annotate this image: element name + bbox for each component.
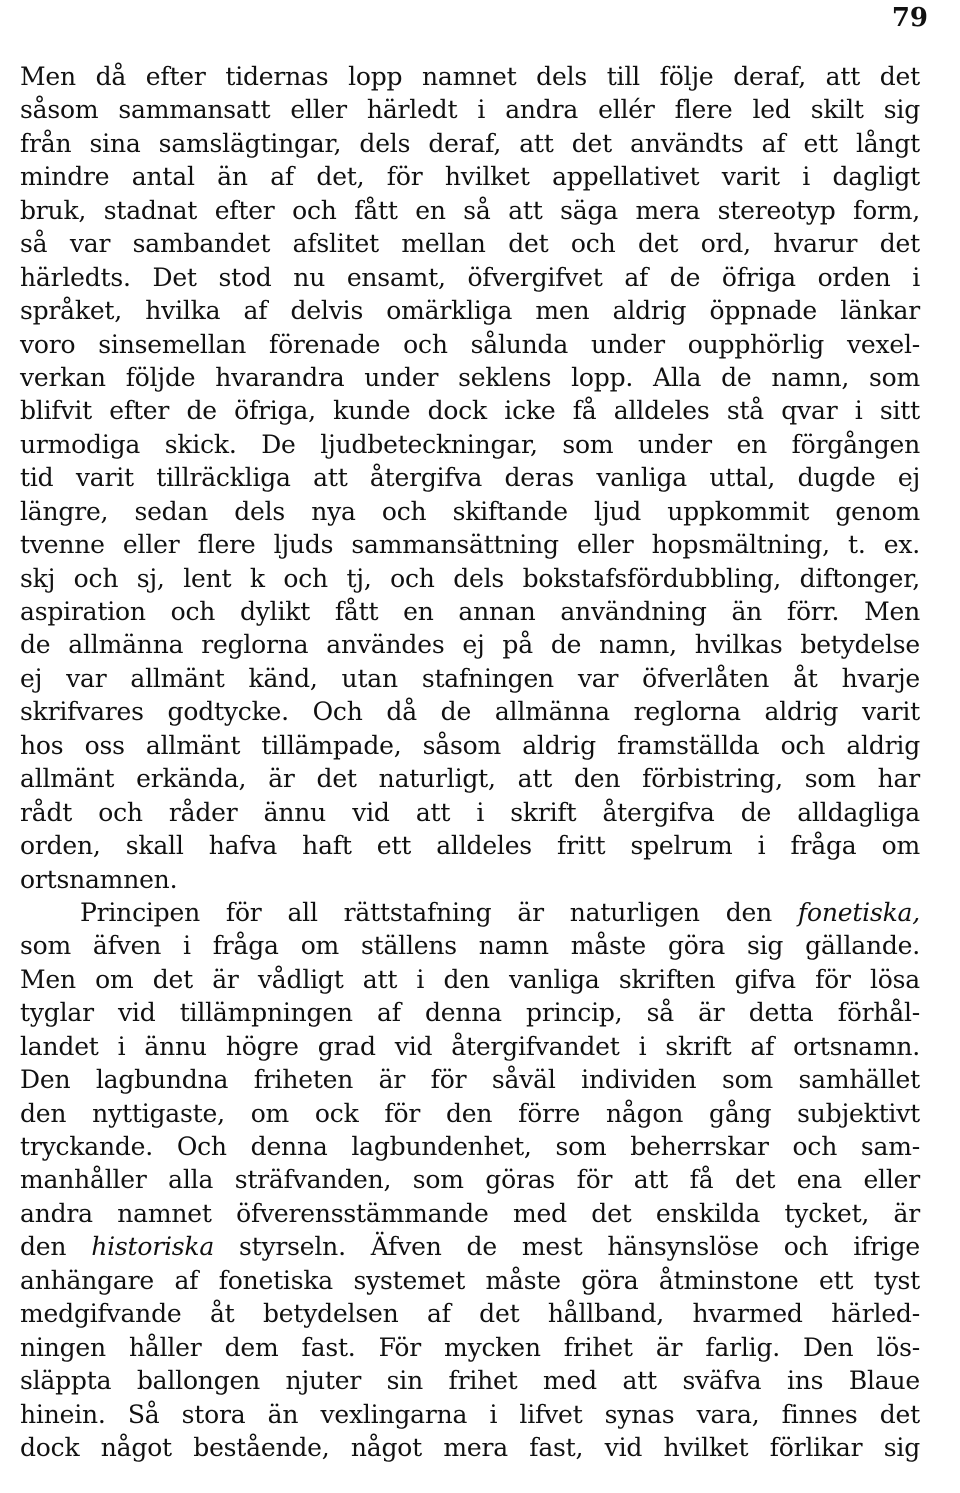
text-segment: släppta ballongen njuter sin frihet med att sväfva ins Blaue <box>20 1366 920 1396</box>
text-segment: orden, skall hafva haft ett alldeles fritt spelrum i fråga om <box>20 831 920 861</box>
text-segment: den nyttigaste, om ock för den förre någon gång subjektivt <box>20 1098 920 1128</box>
text-line <box>20 1331 920 1364</box>
text-segment: urmodiga skick. De ljudbeteckningar, som under en förgången <box>20 429 920 459</box>
text-segment: mindre antal än af det, för hvilket appellativet varit i dagligt <box>20 162 920 192</box>
text-segment: de allmänna reglorna användes ej på de namn, hvilkas betydelse <box>20 630 920 660</box>
text-segment: så var sambandet afslitet mellan det och det ord, hvarur det <box>20 229 920 259</box>
text-segment: dock något bestående, något mera fast, vid hvilket förlikar sig <box>20 1432 920 1462</box>
text-line <box>20 628 920 661</box>
text-line <box>20 1197 920 1230</box>
text-segment: landet i ännu högre grad vid återgifvandet i skrift af ortsnamn. <box>20 1031 920 1061</box>
text-line <box>20 528 920 561</box>
text-line <box>20 863 920 896</box>
text-segment: hos oss allmänt tillämpade, såsom aldrig framställda och aldrig <box>20 730 920 760</box>
text-segment: bruk, stadnat efter och fått en så att säga mera stereotyp form, <box>20 195 920 225</box>
text-line <box>20 428 920 461</box>
text-segment: andra namnet öfverensstämmande med det enskilda tycket, är <box>20 1198 920 1228</box>
text-segment: längre, sedan dels nya och skiftande ljud uppkommit genom <box>20 496 920 526</box>
text-line <box>20 562 920 595</box>
text-line <box>20 1364 920 1397</box>
text-segment: från sina samslägtingar, dels deraf, att det användts af ett långt <box>20 128 920 158</box>
text-segment: tvenne eller flere ljuds sammansättning eller hopsmältning, t. ex. <box>20 530 920 560</box>
text-line <box>20 1163 920 1196</box>
text-line <box>20 261 920 294</box>
text-segment: Den lagbundna friheten är för såväl individen som samhället <box>20 1065 920 1095</box>
text-line <box>20 328 920 361</box>
text-segment: tryckande. Och denna lagbundenhet, som beherrskar och sam- <box>20 1132 920 1161</box>
text-line <box>20 1398 920 1431</box>
text-line <box>20 829 920 862</box>
page-number: 79 <box>891 3 928 33</box>
text-segment: allmänt erkända, är det naturligt, att den förbistring, som har <box>20 764 920 794</box>
text-line <box>20 1097 920 1130</box>
text-segment: den <box>20 1232 92 1262</box>
italic-word: historiska <box>91 1232 215 1262</box>
text-segment: såsom sammansatt eller härledt i andra ellér flere led skilt sig <box>20 95 920 125</box>
text-line <box>20 1230 920 1263</box>
text-line <box>20 729 920 762</box>
italic-word: fonetiska, <box>797 897 920 927</box>
text-segment: Men om det är vådligt att i den vanliga skriften gifva för lösa <box>20 964 920 994</box>
text-segment: ej var allmänt känd, utan stafningen var öfverlåten åt hvarje <box>20 663 920 693</box>
text-segment: aspiration och dylikt fått en annan användning än förr. Men <box>20 597 920 626</box>
text-line <box>20 495 920 528</box>
text-segment: ortsnamnen. <box>20 864 178 894</box>
text-line <box>20 1130 920 1163</box>
text-segment: Principen för all rättstafning är naturligen den <box>80 897 798 927</box>
text-line <box>20 194 920 227</box>
text-segment: hinein. Så stora än vexlingarna i lifvet synas vara, finnes det <box>20 1399 920 1429</box>
text-segment: tid varit tillräckliga att återgifva deras vanliga uttal, dugde ej <box>20 463 920 493</box>
text-line <box>20 595 920 628</box>
text-line <box>20 461 920 494</box>
text-line <box>20 996 920 1029</box>
text-line <box>20 60 920 93</box>
text-line <box>20 1063 920 1096</box>
text-line <box>20 127 920 160</box>
text-line <box>20 695 920 728</box>
text-segment: skj och sj, lent k och tj, och dels bokstafsfördubbling, diftonger, <box>20 563 920 593</box>
text-line <box>20 394 920 427</box>
text-segment: språket, hvilka af delvis omärkliga men aldrig öppnade länkar <box>20 296 920 326</box>
text-line <box>20 361 920 394</box>
text-segment: rådt och råder ännu vid att i skrift återgifva de alldagliga <box>20 797 920 827</box>
text-segment: härledts. Det stod nu ensamt, öfvergifvet af de öfriga orden i <box>20 262 920 292</box>
body-text <box>20 60 920 1464</box>
text-segment: Men då efter tidernas lopp namnet dels till följe deraf, att det <box>20 62 920 91</box>
text-line <box>20 796 920 829</box>
text-line <box>20 896 920 929</box>
text-segment: som äfven i fråga om ställens namn måste göra sig gällande. <box>20 931 920 961</box>
text-line <box>20 1030 920 1063</box>
text-segment: ningen håller dem fast. För mycken frihet är farlig. Den lös- <box>20 1332 920 1362</box>
text-line <box>20 160 920 193</box>
text-line <box>20 227 920 260</box>
text-segment: manhåller alla sträfvanden, som göras för att få det ena eller <box>20 1165 920 1195</box>
text-segment: voro sinsemellan förenade och sålunda under oupphörlig vexel- <box>20 329 920 359</box>
text-segment: medgifvande åt betydelsen af det hållband, hvarmed härled- <box>20 1299 920 1329</box>
text-segment: skrifvares godtycke. Och då de allmänna reglorna aldrig varit <box>20 697 920 727</box>
text-line <box>20 1431 920 1464</box>
text-segment: tyglar vid tillämpningen af denna princip, så är detta förhål- <box>20 998 920 1028</box>
text-segment: verkan följde hvarandra under seklens lopp. Alla de namn, som <box>20 362 920 392</box>
text-line <box>20 762 920 795</box>
text-line <box>20 1297 920 1330</box>
text-line <box>20 93 920 126</box>
text-line <box>20 929 920 962</box>
text-segment: blifvit efter de öfriga, kunde dock icke få alldeles stå qvar i sitt <box>20 396 920 426</box>
text-segment: styrseln. Äfven de mest hänsynslöse och ifrige <box>214 1232 920 1262</box>
text-line <box>20 1264 920 1297</box>
text-line <box>20 294 920 327</box>
text-line <box>20 662 920 695</box>
text-segment: anhängare af fonetiska systemet måste göra åtminstone ett tyst <box>20 1265 920 1295</box>
text-line <box>20 963 920 996</box>
